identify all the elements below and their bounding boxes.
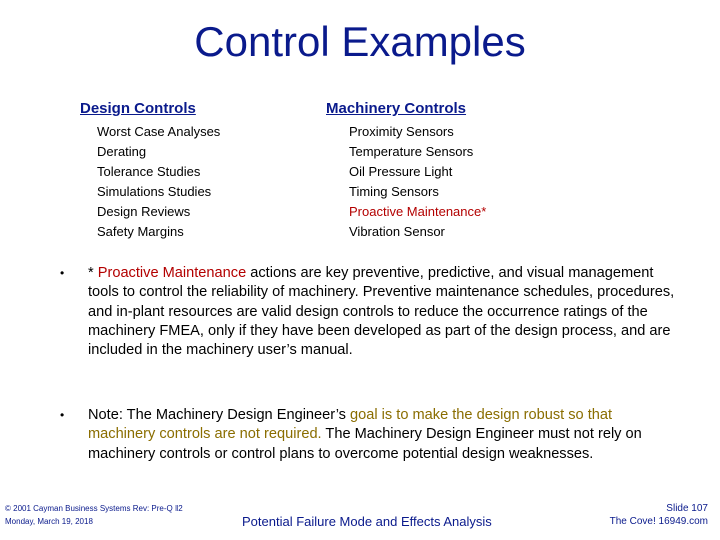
slide-title: Control Examples xyxy=(194,18,526,65)
design-controls-heading: Design Controls xyxy=(80,100,196,117)
list-item: Timing Sensors xyxy=(349,184,439,199)
bullet-highlight: goal is to make the design robust so that machinery controls are not required. xyxy=(88,407,613,443)
list-item: Tolerance Studies xyxy=(97,164,201,179)
list-item: Safety Margins xyxy=(97,224,184,239)
bullet-prefix: * xyxy=(88,265,98,281)
bullet-rest: actions are key preventive, predictive, and visual management tools to control the reliability of machinery. Preventive maintenance schedules, procedures, and in-plant resources are valid design controls to reduce the occurrence ratings of the machinery FMEA, only if they have been developed as part of the design process, and are included in the machinery user’s manual. xyxy=(88,265,675,359)
footer-left xyxy=(5,502,183,528)
list-item: Design Reviews xyxy=(97,204,191,219)
bullet-icon: • xyxy=(60,266,65,280)
list-item: Temperature Sensors xyxy=(349,144,474,159)
footer-right xyxy=(610,502,708,528)
bullet-proactive-maintenance xyxy=(60,264,680,360)
bullet-rest: The Machinery Design Engineer must not rely on machinery controls or control plans to overcome potential design weaknesses. xyxy=(88,426,642,462)
list-item: Proximity Sensors xyxy=(349,124,454,139)
bullet-highlight: Proactive Maintenance xyxy=(97,265,247,281)
list-item: Derating xyxy=(97,144,147,159)
footer-copyright: © 2001 Cayman Business Systems Rev: Pre-Q ‖2 xyxy=(5,504,183,513)
list-item: Vibration Sensor xyxy=(349,224,445,239)
bullet-prefix: Note: The Machinery Design Engineer’s xyxy=(88,407,351,423)
bullet-icon: • xyxy=(60,408,65,422)
footer-title: Potential Failure Mode and Effects Analysis xyxy=(242,514,492,529)
slide-number: Slide 107 xyxy=(666,503,708,514)
list-item: Simulations Studies xyxy=(97,184,212,199)
bullet-text xyxy=(88,406,680,464)
footer-source: The Cove! 16949.com xyxy=(609,516,708,527)
footer-date: Monday, March 19, 2018 xyxy=(5,517,93,526)
design-controls-list xyxy=(97,122,220,242)
machinery-controls-list xyxy=(349,122,486,242)
list-item: Oil Pressure Light xyxy=(349,164,453,179)
bullet-text xyxy=(88,264,680,360)
bullet-note xyxy=(60,406,680,464)
machinery-controls-heading: Machinery Controls xyxy=(326,100,467,117)
list-item: Worst Case Analyses xyxy=(97,124,221,139)
list-item-highlighted: Proactive Maintenance* xyxy=(349,204,487,219)
